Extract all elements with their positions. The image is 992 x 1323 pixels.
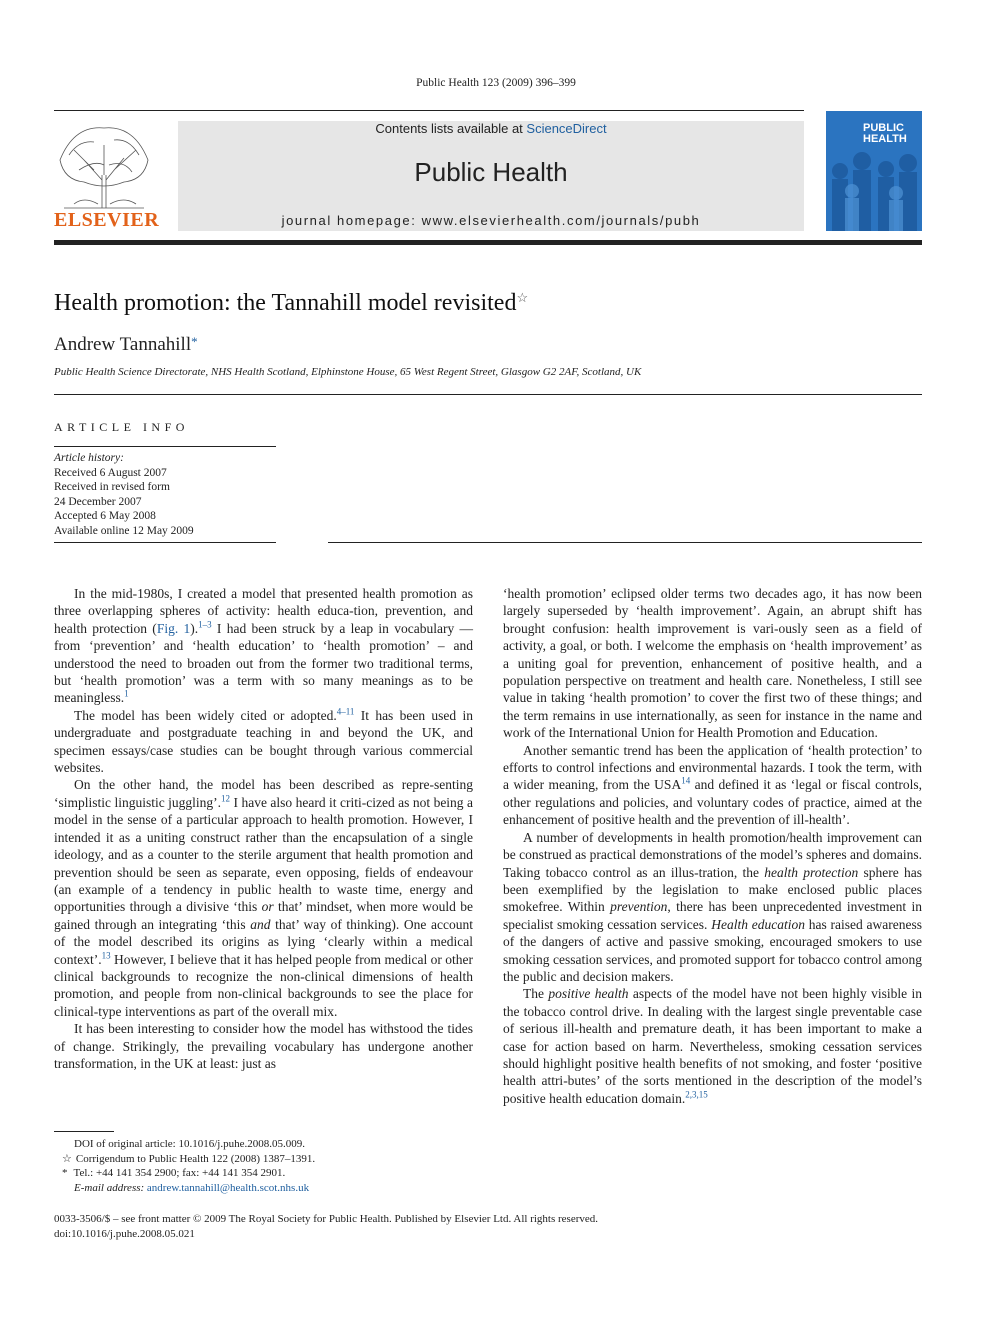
article-author: Andrew Tannahill* <box>54 334 198 355</box>
paragraph: On the other hand, the model has been described as repre-senting ‘simplistic linguistic juggling’.$^{12}$ I have also heard it criti-cized as not being a model in the sense of a particular approach to health promotion. However, I intended it as a uniting construct rather than the encapsulation of a single ideology, and as a counter to the sterile argument that health promotion and prevention should be seen as separate, even opposing, fields of endeavour (an example of a tendency in public health to waste time, energy and opportunities through a divisive ‘this or that’ mindset, when more would be gained through an integrating ‘this and that’ way of thinking). One account of the model described its origins as lying ‘clearly within a medical context’.$^{13}$ However, I believe that it has helped people from medical or other clinical backgrounds to recognize the non-clinical dimensions of health promotion, and people from non-clinical backgrounds to see the place for clinical-type interventions as part of the overall mix. <box>54 777 474 1019</box>
footnotes <box>54 1137 315 1195</box>
history-item: Received in revised form <box>54 481 170 494</box>
elsevier-logo[interactable] <box>54 120 160 232</box>
reference-link[interactable]: 1 <box>124 688 129 699</box>
footnote-rule <box>54 1131 114 1132</box>
footnote-email: E-mail address: andrew.tannahill@health.scot.nhs.uk <box>74 1181 310 1194</box>
sciencedirect-link[interactable]: ScienceDirect <box>526 121 607 136</box>
history-bottom-rule <box>54 542 276 543</box>
history-item: Accepted 6 May 2008 <box>54 510 156 523</box>
body-column-left <box>54 585 473 1072</box>
article-title: Health promotion: the Tannahill model revisited☆ <box>54 290 529 316</box>
copyright-line: 0033-3506/$ – see front matter © 2009 The Royal Society for Public Health. Published by Elsevier Ltd. All rights reserved. <box>54 1213 599 1225</box>
author-affiliation: Public Health Science Directorate, NHS Health Scotland, Elphinstone House, 65 West Regent Street, Glasgow G2 2AF, Scotland, UK <box>54 366 642 378</box>
paragraph: The positive health aspects of the model have not been highly visible in the tobacco control drive. In dealing with the largest single preventable case of serious ill-health and premature death, it has been important to make a case for action based on harm. Nevertheless, smoking cessation services should highlight positive health benefits of not smoking, and foster ‘positive health attri-butes’ of the sorts mentioned in the description of the model’s positive health education domain.$^{2,3,15}$ <box>503 986 922 1106</box>
author-mark[interactable]: * <box>191 334 198 349</box>
article-info-rule <box>54 446 276 447</box>
article-info-heading: ARTICLE INFO <box>54 420 189 434</box>
reference-link[interactable]: 4–11 <box>336 706 355 717</box>
header-thick-rule <box>54 240 922 245</box>
contents-prefix: Contents lists available at <box>375 121 527 136</box>
header-top-rule <box>54 110 804 111</box>
contents-line <box>178 121 804 136</box>
paragraph: A number of developments in health promotion/health improvement can be construed as practical demonstrations of the model’s spheres and domains. Taking tobacco control as an illus-tration, the health protection sphere has been exemplified by the legislation to make enclosed public places smokefree. Within prevention, there has been unprecedented investment in specialist smoking cessation services. Health education has raised awareness of the dangers of active and passive smoking, encouraged smokers to use smoking cessation services, and promoted support for tobacco control among the public and decision makers. <box>503 829 923 984</box>
journal-name: Public Health <box>414 157 568 187</box>
body-column-right <box>503 585 922 1107</box>
cover-title: PUBLIC HEALTH <box>863 122 907 145</box>
paragraph: It has been interesting to consider how the model has withstood the tides of change. Strikingly, the prevailing vocabulary has undergone another transformation, in the UK at least: just as <box>54 1021 473 1071</box>
copyright-block <box>54 1212 598 1241</box>
email-link[interactable]: andrew.tannahill@health.scot.nhs.uk <box>146 1181 310 1194</box>
journal-banner <box>178 121 804 231</box>
abstract-bottom-rule <box>328 542 922 543</box>
reference-link[interactable]: 12 <box>221 793 231 804</box>
journal-cover[interactable] <box>826 111 922 231</box>
reference-link[interactable]: 13 <box>101 950 111 961</box>
paragraph: In the mid-1980s, I created a model that presented health promotion as three overlapping spheres of activity: health educa-tion, prevention, and health protection (Fig. 1).$^{1-3}$ I had been struck by a leap in vocabulary — from ‘prevention’ and ‘health education’ to ‘health promotion’ – and understood the need to broaden out from the former two traditional terms, but ‘health promotion’ was a term with so many meanings as to be meaningless.$^1$ <box>54 586 473 706</box>
history-item: Received 6 August 2007 <box>54 466 167 479</box>
reference-link[interactable]: 14 <box>681 775 691 786</box>
journal-homepage[interactable]: journal homepage: www.elsevierhealth.com/journals/pubh <box>281 213 701 228</box>
paragraph: ‘health promotion’ eclipsed older terms two decades ago, it has now been largely superseded by ‘health improvement’. Again, an abrupt shift has brought confusion: health improvement is vari-ously seen as a field of activity, a goal, or both. I welcome the emphasis on ‘health improvement’ as a uniting goal for prevention, enhancement of positive health, and a population perspective on treatment and health care. Nonetheless, I still see value in taking ‘health promotion’ to cover the first two of these things; and the term remains in use internationally, as seen for instance in the name and work of the International Union for Health Promotion and Education. <box>503 586 922 741</box>
article-history <box>54 451 194 539</box>
history-item: Available online 12 May 2009 <box>54 524 194 537</box>
footnote-doi: DOI of original article: 10.1016/j.puhe.2008.05.009. <box>74 1138 305 1150</box>
footnote-corrigendum: ☆ Corrigendum to Public Health 122 (2008) 1387–1391. <box>62 1152 316 1165</box>
elsevier-wordmark: ELSEVIER <box>54 209 160 231</box>
history-item: 24 December 2007 <box>54 495 142 508</box>
tree-icon <box>54 120 154 210</box>
reference-link[interactable]: 1–3 <box>198 619 212 630</box>
title-star-mark[interactable]: ☆ <box>516 290 529 305</box>
footnote-contact: * Tel.: +44 141 354 2900; fax: +44 141 354 2901. <box>62 1167 286 1180</box>
affiliation-rule <box>54 394 922 395</box>
article-doi[interactable]: doi:10.1016/j.puhe.2008.05.021 <box>54 1227 195 1240</box>
history-label: Article history: <box>54 452 124 464</box>
reference-link[interactable]: 2,3,15 <box>685 1089 708 1100</box>
journal-citation: Public Health 123 (2009) 396–399 <box>416 77 576 89</box>
figure-link[interactable]: Fig. 1 <box>156 620 191 636</box>
paragraph: Another semantic trend has been the application of ‘health protection’ to efforts to control infections and environmental hazards. I took the term, with a wider meaning, from the USA$^{14}$ and defined it as ‘legal or fiscal controls, other regulations and policies, and voluntary codes of practice, aimed at the enhancement of positive health and the prevention of ill-health’. <box>503 742 922 828</box>
paragraph: The model has been widely cited or adopted.$^{4-11}$ It has been used in undergraduate and postgraduate teaching in and beyond the UK, and specimen essays/case studies can be bought through various commercial websites. <box>54 706 473 776</box>
